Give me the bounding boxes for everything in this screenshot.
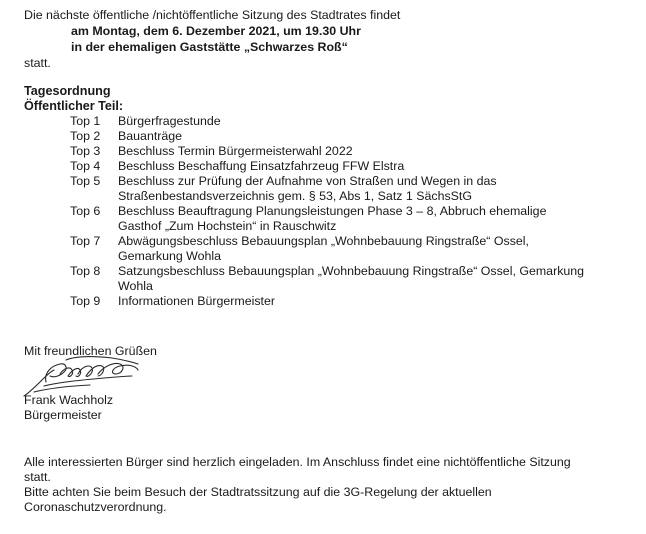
agenda-item-number: Top 3 <box>70 144 101 158</box>
agenda-item-line: Gemarkung Wohla <box>118 249 222 263</box>
agenda-item-title <box>118 234 640 264</box>
agenda-item <box>70 294 640 309</box>
agenda-item <box>70 234 640 264</box>
agenda-item-title <box>118 264 640 294</box>
agenda-item-line: Abwägungsbeschluss Bebauungsplan „Wohnbebauung Ringstraße“ Ossel, <box>118 234 529 248</box>
agenda-item <box>70 264 640 294</box>
agenda-item-line: Wohla <box>118 279 153 293</box>
agenda-item-number: Top 7 <box>70 234 101 248</box>
footer-invitation-line: statt. <box>24 470 51 484</box>
intro-text: Die nächste öffentliche /nichtöffentliche Sitzung des Stadtrates findet <box>24 8 401 22</box>
agenda-item-line: Bürgerfragestunde <box>118 114 221 128</box>
agenda-item-line: Beschluss Beauftragung Planungsleistungen Phase 3 – 8, Abbruch ehemalige <box>118 204 547 218</box>
signatory-name: Frank Wachholz <box>24 393 114 407</box>
meeting-place: in der ehemaligen Gaststätte „Schwarzes Roß“ <box>71 40 348 54</box>
intro-statt: statt. <box>24 56 51 70</box>
agenda-item-number: Top 5 <box>70 174 101 188</box>
agenda-item-line: Straßenbestandsverzeichnis gem. § 53, Abs 1, Satz 1 SächsStG <box>118 189 473 203</box>
agenda-item-number: Top 1 <box>70 114 101 128</box>
meeting-date: am Montag, dem 6. Dezember 2021, um 19.30 Uhr <box>71 24 361 38</box>
agenda-item-line: Beschluss Beschaffung Einsatzfahrzeug FFW Elstra <box>118 159 405 173</box>
agenda-item-title <box>118 114 640 129</box>
public-part-heading: Öffentlicher Teil: <box>24 99 124 113</box>
agenda-item-title <box>118 144 640 159</box>
agenda-item-line: Satzungsbeschluss Bebauungsplan „Wohnbebauung Ringstraße“ Ossel, Gemarkung <box>118 264 585 278</box>
agenda-item-line: Bauanträge <box>118 129 183 143</box>
agenda-item <box>70 114 640 129</box>
agenda-list <box>70 114 640 309</box>
agenda-item-number: Top 6 <box>70 204 101 218</box>
agenda-item-line: Informationen Bürgermeister <box>118 294 276 308</box>
agenda-item <box>70 159 640 174</box>
agenda-item <box>70 129 640 144</box>
agenda-item-number: Top 8 <box>70 264 101 278</box>
agenda-item-title <box>118 204 640 234</box>
agenda-heading: Tagesordnung <box>24 84 111 98</box>
footer-invitation-line: Alle interessierten Bürger sind herzlich eingeladen. Im Anschluss findet eine nichtöffentliche Sitzung <box>24 455 571 469</box>
agenda-item-title <box>118 174 640 204</box>
agenda-item <box>70 174 640 204</box>
closing-greeting: Mit freundlichen Grüßen <box>24 344 157 358</box>
agenda-item-number: Top 9 <box>70 294 101 308</box>
agenda-item-number: Top 4 <box>70 159 101 173</box>
footer-notice-line: Coronaschutzverordnung. <box>24 500 167 514</box>
agenda-item-title <box>118 294 640 309</box>
agenda-item <box>70 204 640 234</box>
agenda-item-line: Beschluss Termin Bürgermeisterwahl 2022 <box>118 144 353 158</box>
footer-notice-line: Bitte achten Sie beim Besuch der Stadtratssitzung auf die 3G-Regelung der aktuellen <box>24 485 492 499</box>
agenda-item-line: Beschluss zur Prüfung der Aufnahme von Straßen und Wegen in das <box>118 174 497 188</box>
signatory-role: Bürgermeister <box>24 408 102 422</box>
agenda-item-line: Gasthof „Zum Hochstein“ in Rauschwitz <box>118 219 337 233</box>
agenda-item <box>70 144 640 159</box>
agenda-item-title <box>118 159 640 174</box>
agenda-item-number: Top 2 <box>70 129 101 143</box>
agenda-item-title <box>118 129 640 144</box>
